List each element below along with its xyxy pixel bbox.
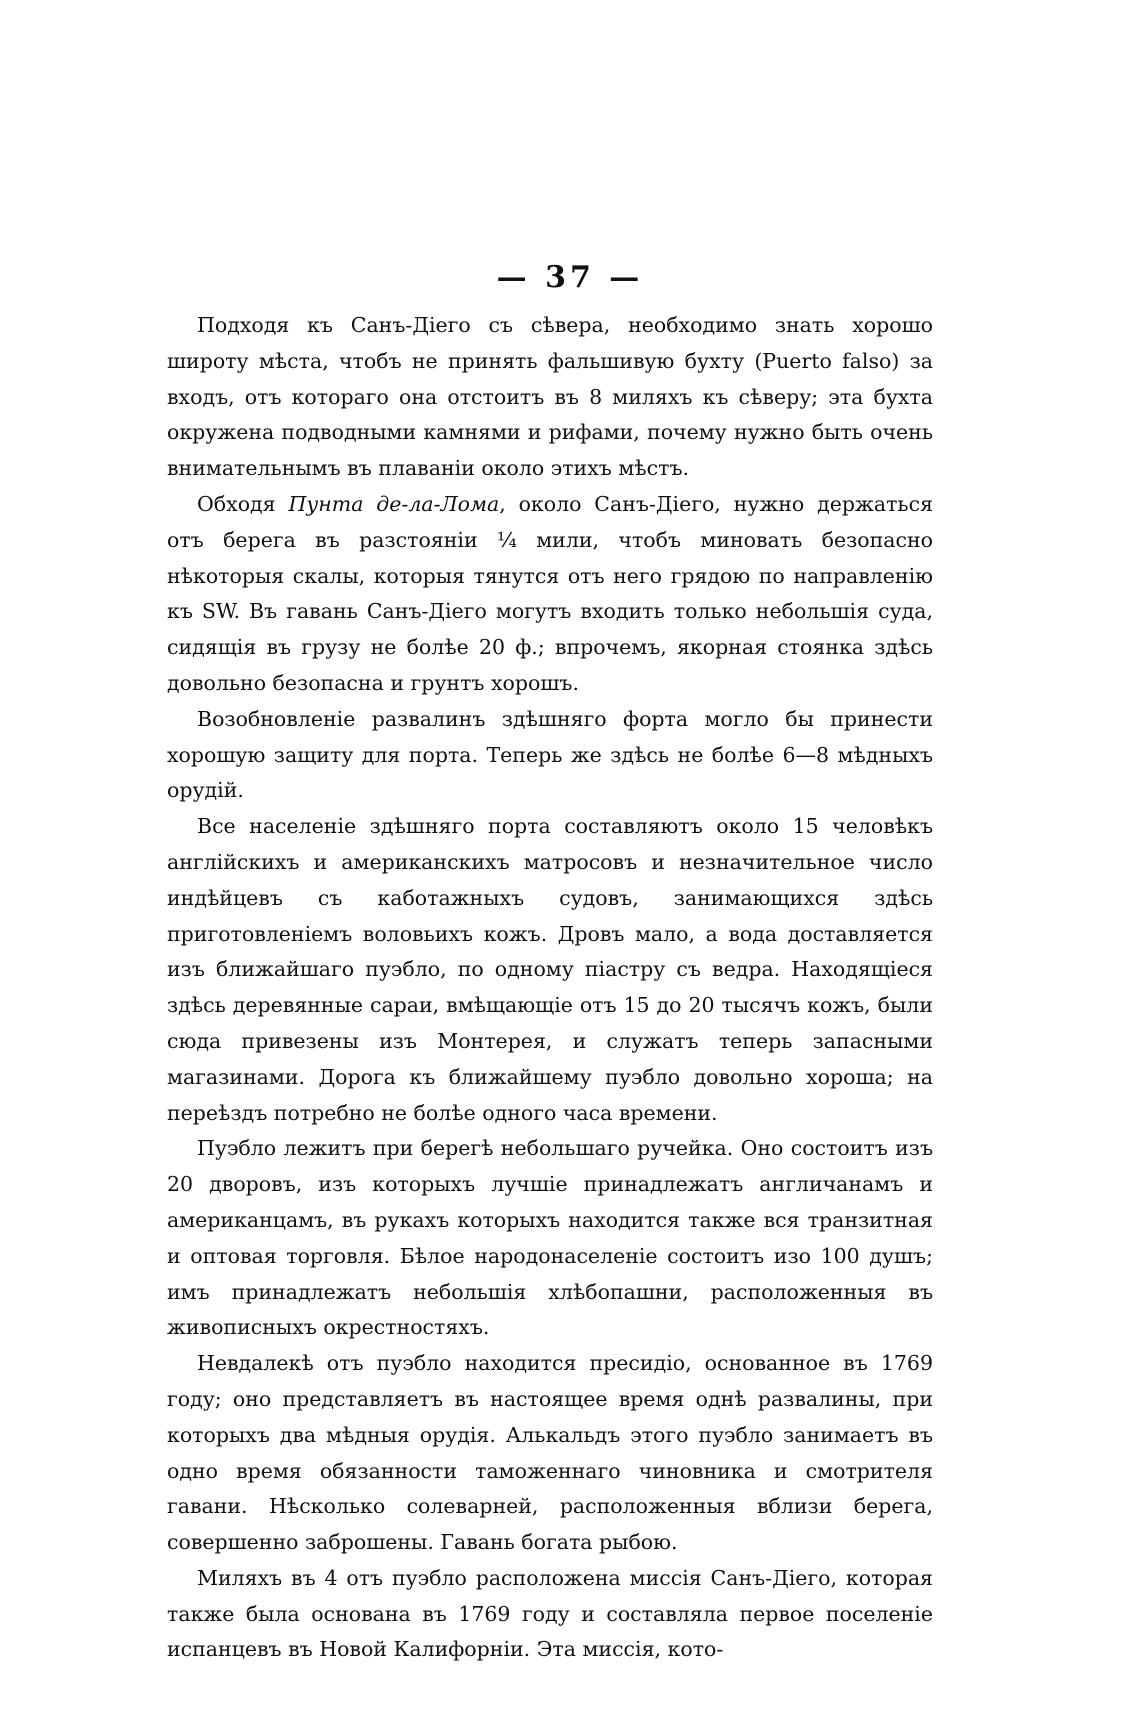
page-number: — 37 — (496, 260, 644, 295)
paragraph-3: Возобновленіе развалинъ здѣшняго форта могло бы принести хорошую защиту для порта. Теперь же здѣсь не болѣе 6—8 мѣдныхъ орудій. (167, 706, 933, 803)
place-name-italic: Пунта де-ла-Лома (288, 491, 500, 516)
paragraph-7: Миляхъ въ 4 отъ пуэбло расположена миссія Санъ-Діего, которая также была основана въ 1769 году и составляла первое поселеніе испанцевъ въ Новой Калифорніи. Эта миссія, кото- (167, 1565, 933, 1662)
paragraph-4: Все населеніе здѣшняго порта составляютъ около 15 человѣкъ англійскихъ и американскихъ матросовъ и незначительное число индѣйцевъ съ каботажныхъ судовъ, занимающихся здѣсь приготовленіемъ воловьихъ кожъ. Дровъ мало, а вода доставляется изъ ближайшаго пуэбло, по одному піастру съ ведра. Находящіеся здѣсь деревянные сараи, вмѣщающіе отъ 15 до 20 тысячъ кожъ, были сюда привезены изъ Монтерея, и служатъ теперь запасными магазинами. Дорога къ ближайшему пуэбло довольно хороша; на переѣздъ потребно не болѣе одного часа времени. (167, 814, 933, 1125)
paragraph-1: Подходя къ Санъ-Діего съ сѣвера, необходимо знать хорошо широту мѣста, чтобъ не принять фальшивую бухту (Puerto falso) за входъ, отъ котораго она отстоитъ въ 8 миляхъ къ сѣверу; эта бухта окружена подводными камнями и рифами, почему нужно быть очень внимательнымъ въ плаваніи около этихъ мѣстъ. (167, 313, 933, 481)
paragraph-6: Невдалекѣ отъ пуэбло находится пресидіо, основанное въ 1769 году; оно представляетъ въ настоящее время однѣ развалины, при которыхъ два мѣдныя орудія. Алькальдъ этого пуэбло занимаетъ въ одно время обязанности таможеннаго чиновника и смотрителя гавани. Нѣсколько солеварней, расположенныя вблизи берега, совершенно заброшены. Гавань богата рыбою. (167, 1351, 933, 1555)
paragraph-2-rest: , около Санъ-Діего, нужно держаться отъ берега въ разстояніи ¼ мили, чтобъ миновать безопасно нѣкоторыя скалы, которыя тянутся отъ него грядою по направленію къ SW. Въ гавань Санъ-Діего могутъ входить только небольшія суда, сидящія въ грузу не болѣе 20 ф.; впрочемъ, якорная стоянка здѣсь довольно безопасна и грунтъ хорошъ. (167, 491, 933, 695)
paragraph-2 (167, 487, 933, 702)
paragraph-2-start: Обходя (197, 491, 289, 516)
paragraph-5: Пуэбло лежитъ при берегѣ небольшаго ручейка. Оно состоитъ изъ 20 дворовъ, изъ которыхъ лучшіе принадлежатъ англичанамъ и американцамъ, въ рукахъ которыхъ находится также вся транзитная и оптовая торговля. Бѣлое народонаселеніе состоитъ изо 100 душъ; имъ принадлежатъ небольшія хлѣбопашни, расположенныя въ живописныхъ окрестностяхъ. (167, 1136, 933, 1340)
body-text (167, 308, 933, 1668)
